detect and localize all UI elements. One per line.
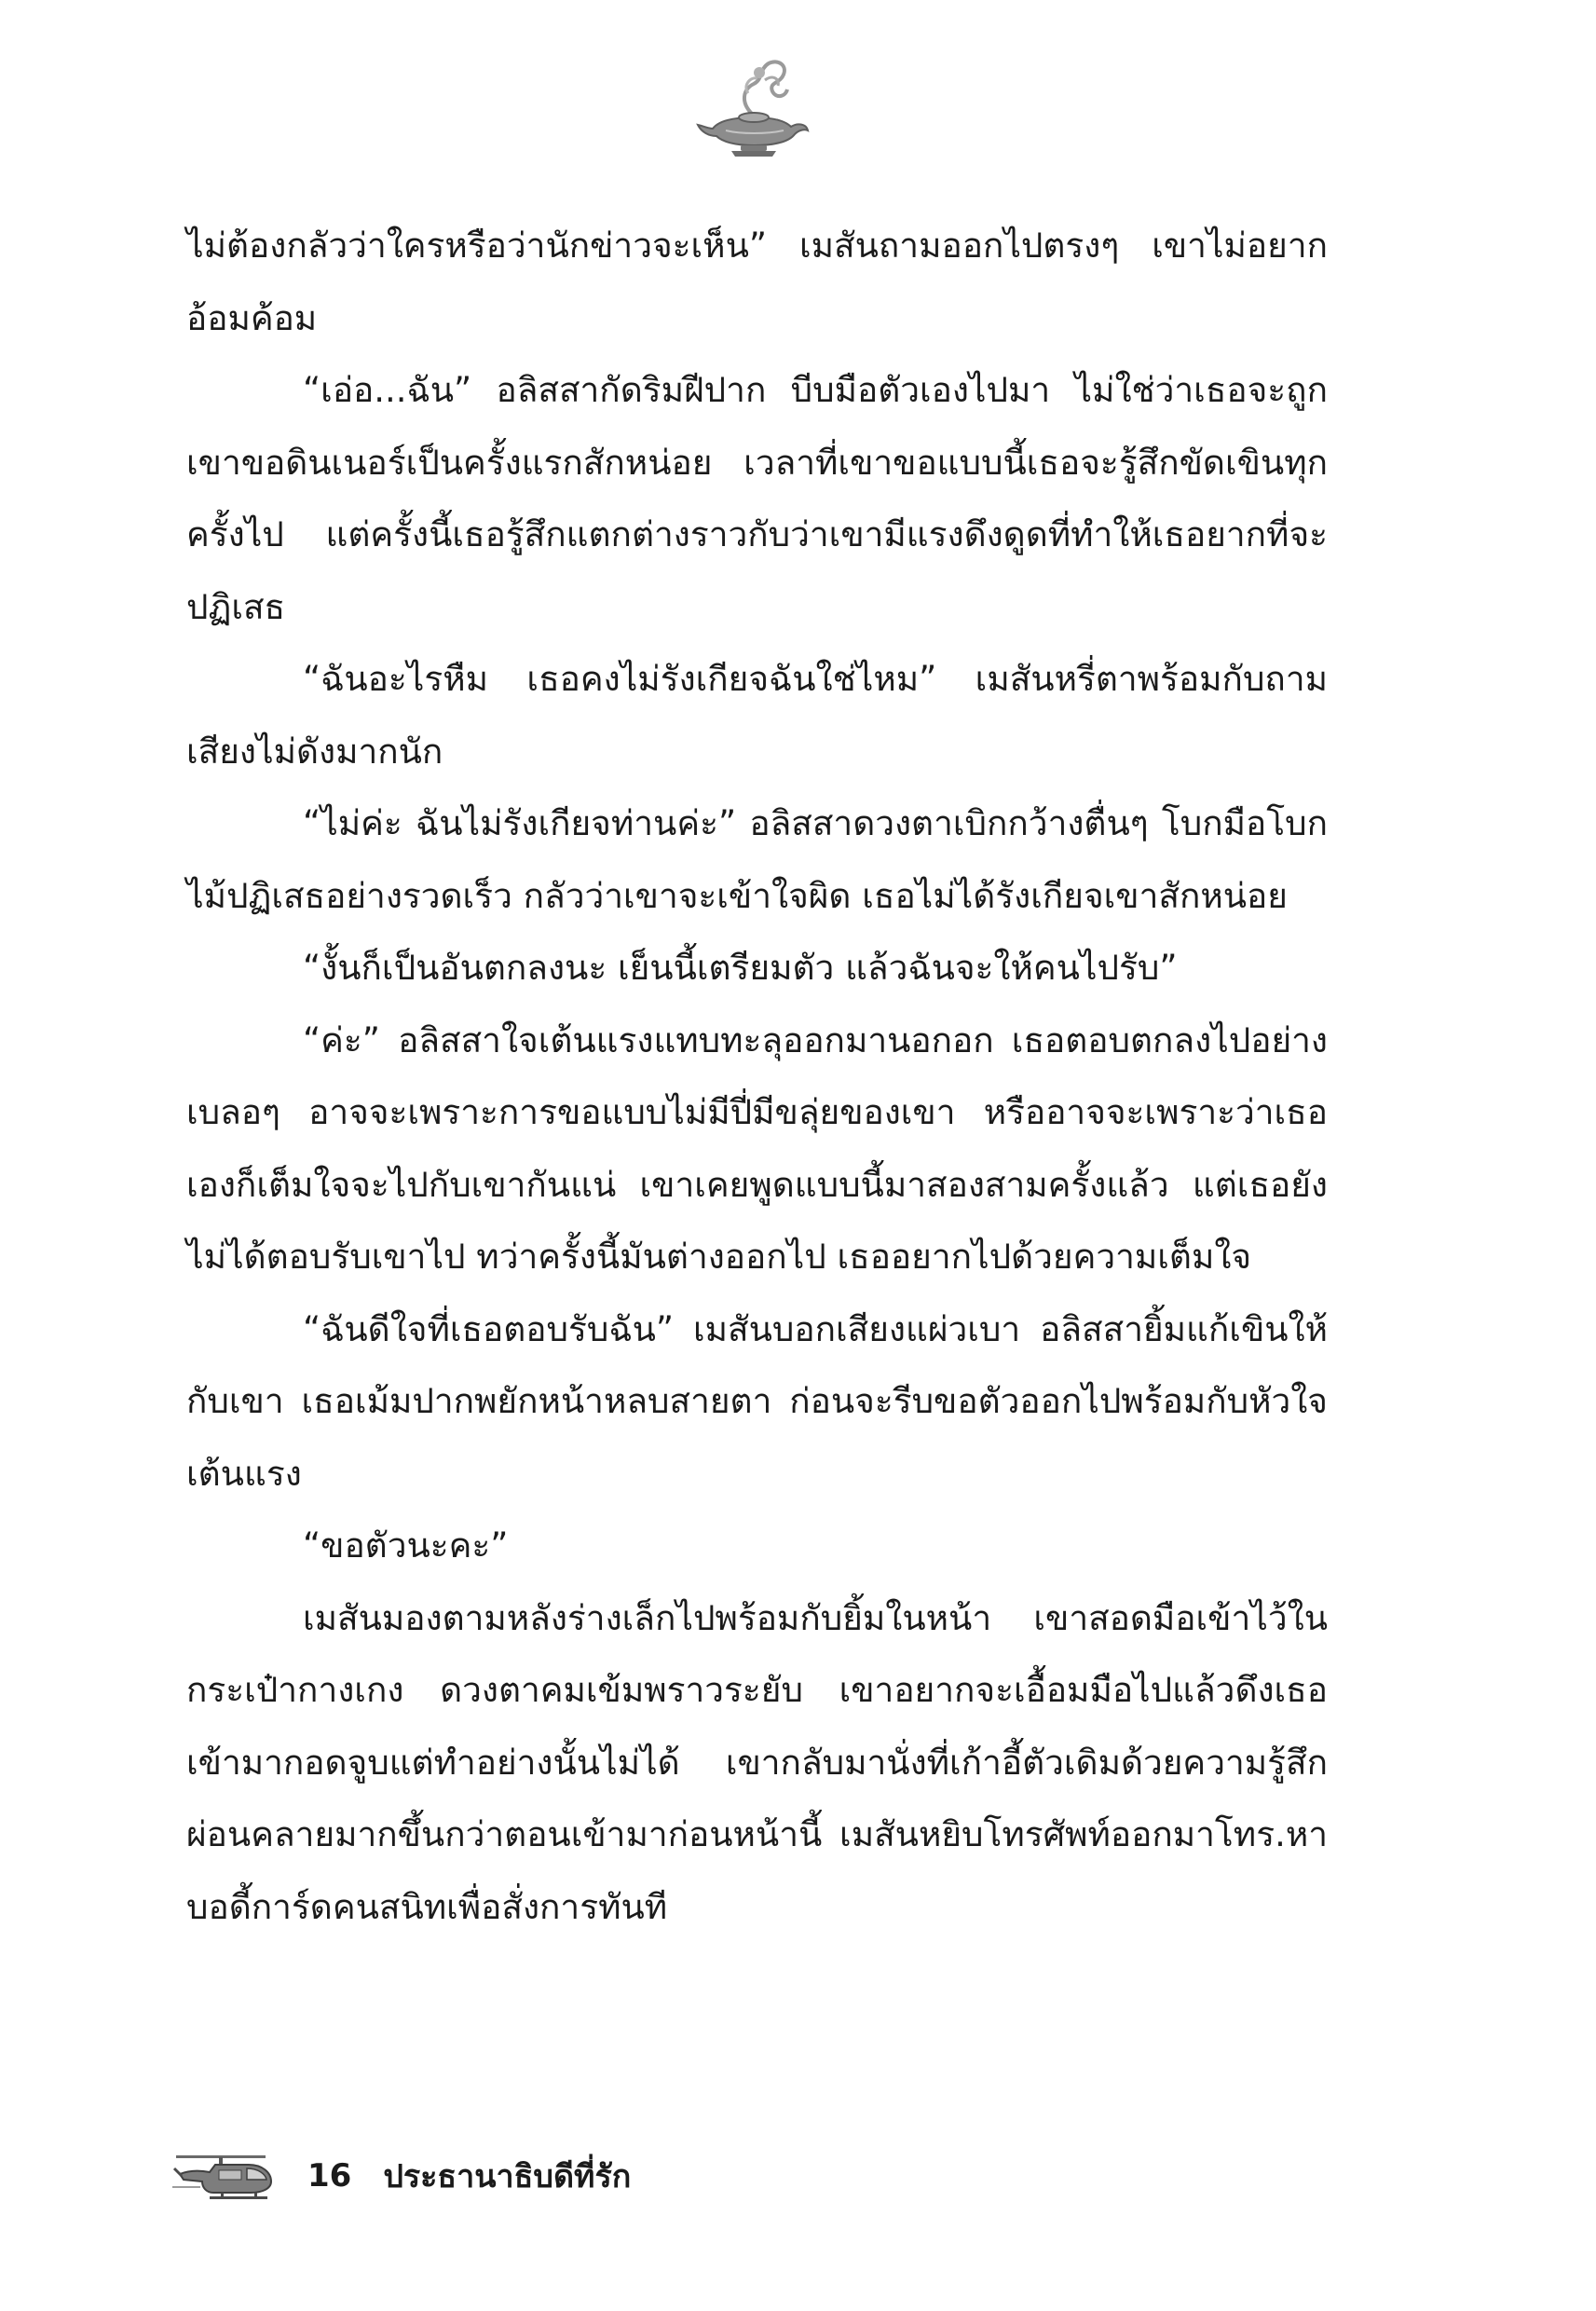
paragraph: “เอ่อ...ฉัน” อลิสสากัดริมฝีปาก บีบมือตัวเองไปมา ไม่ใช่ว่าเธอจะถูกเขาขอดินเนอร์เป็นครั้งแรกสักหน่อย เวลาที่เขาขอแบบนี้เธอจะรู้สึกขัดเขินทุกครั้งไป แต่ครั้งนี้เธอรู้สึกแตกต่างราวกับว่าเขามีแรงดึงดูดที่ทำให้เธอยากที่จะปฏิเสธ	[186, 370, 1328, 627]
paragraph: เมสันมองตามหลังร่างเล็กไปพร้อมกับยิ้มในหน้า เขาสอดมือเข้าไว้ในกระเป๋ากางเกง ดวงตาคมเข้มพราวระยับ เขาอยากจะเอื้อมมือไปแล้วดึงเธอเข้ามากอดจูบแต่ทำอย่างนั้นไม่ได้ เขากลับมานั่งที่เก้าอี้ตัวเดิมด้วยความรู้สึกผ่อนคลายมากขึ้นกว่าตอนเข้ามาก่อนหน้านี้ เมสันหยิบโทรศัพท์ออกมาโทร.หาบอดี้การ์ดคนสนิทเพื่อสั่งการทันที	[186, 1597, 1328, 1927]
paragraph: ไม่ต้องกลัวว่าใครหรือว่านักข่าวจะเห็น” เมสันถามออกไปตรงๆ เขาไม่อยากอ้อมค้อม	[186, 226, 1328, 338]
magic-lamp-genie-icon	[694, 56, 815, 158]
paragraph: “ไม่ค่ะ ฉันไม่รังเกียจท่านค่ะ” อลิสสาดวงตาเบิกกว้างตื่นๆ โบกมือโบกไม้ปฏิเสธอย่างรวดเร็ว กลัวว่าเขาจะเข้าใจผิด เธอไม่ได้รังเกียจเขาสักหน่อย	[186, 803, 1328, 916]
paragraph: “ฉันอะไรหืม เธอคงไม่รังเกียจฉันใช่ไหม” เมสันหรี่ตาพร้อมกับถามเสียงไม่ดังมากนัก	[186, 659, 1328, 772]
paragraph: “ค่ะ” อลิสสาใจเต้นแรงแทบทะลุออกมานอกอก เธอตอบตกลงไปอย่างเบลอๆ อาจจะเพราะการขอแบบไม่มีปี่มีขลุ่ยของเขา หรืออาจจะเพราะว่าเธอเองก็เต็มใจจะไปกับเขากันแน่ เขาเคยพูดแบบนี้มาสองสามครั้งแล้ว แต่เธอยังไม่ได้ตอบรับเขาไป ทว่าครั้งนี้มันต่างออกไป เธออยากไปด้วยความเต็มใจ	[186, 1019, 1328, 1277]
paragraph: “ฉันดีใจที่เธอตอบรับฉัน” เมสันบอกเสียงแผ่วเบา อลิสสายิ้มแก้เขินให้กับเขา เธอเม้มปากพยักหน้าหลบสายตา ก่อนจะรีบขอตัวออกไปพร้อมกับหัวใจเต้นแรง	[186, 1308, 1328, 1494]
body-text	[186, 210, 1328, 1943]
helicopter-icon	[172, 2150, 280, 2202]
book-title: ประธานาธิบดีที่รัก	[383, 2158, 632, 2195]
paragraph: “งั้นก็เป็นอันตกลงนะ เย็นนี้เตรียมตัว แล้วฉันจะให้คนไปรับ”	[303, 948, 1178, 988]
page-number: 16	[307, 2157, 352, 2195]
paragraph: “ขอตัวนะคะ”	[303, 1525, 509, 1566]
page-footer	[172, 2148, 631, 2204]
